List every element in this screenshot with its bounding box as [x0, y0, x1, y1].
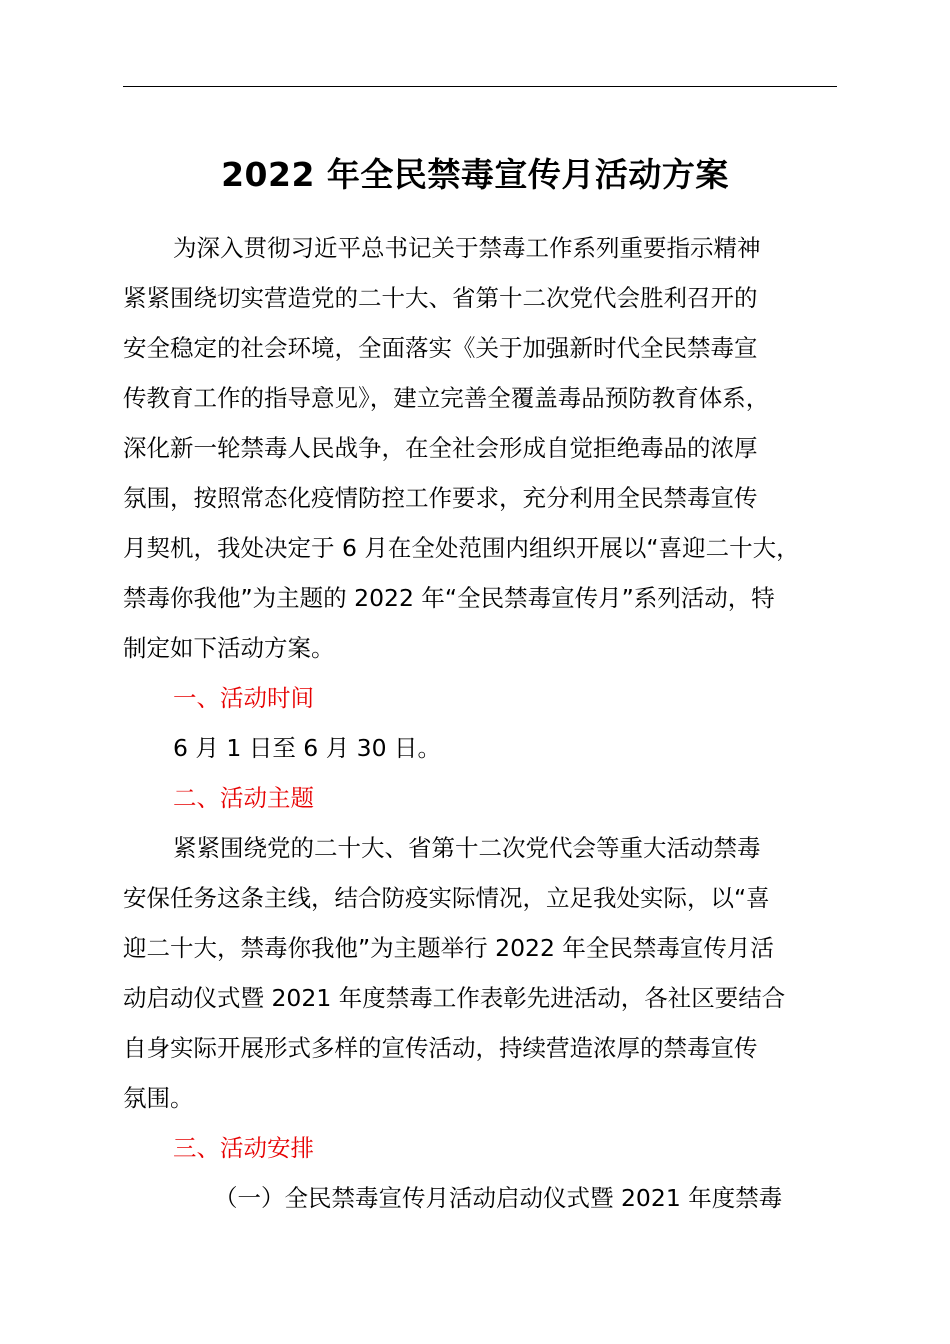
- section1-heading: 一、活动时间: [173, 684, 314, 712]
- section2-heading: 二、活动主题: [173, 784, 314, 812]
- intro-line-9: 制定如下活动方案。: [123, 634, 335, 662]
- intro-line-1: 为深入贯彻习近平总书记关于禁毒工作系列重要指示精神: [173, 234, 761, 262]
- section3-heading: 三、活动安排: [173, 1134, 314, 1162]
- section2-line-3: 迎二十大，禁毒你我他”为主题举行 2022 年全民禁毒宣传月活: [123, 934, 774, 962]
- section2-line-5: 自身实际开展形式多样的宣传活动，持续营造浓厚的禁毒宣传: [123, 1034, 758, 1062]
- intro-line-2: 紧紧围绕切实营造党的二十大、省第十二次党代会胜利召开的: [123, 284, 758, 312]
- section2-line-4: 动启动仪式暨 2021 年度禁毒工作表彰先进活动，各社区要结合: [123, 984, 786, 1012]
- section2-line-1: 紧紧围绕党的二十大、省第十二次党代会等重大活动禁毒: [173, 834, 761, 862]
- section2-line-6: 氛围。: [123, 1084, 194, 1112]
- intro-line-6: 氛围，按照常态化疫情防控工作要求，充分利用全民禁毒宣传: [123, 484, 758, 512]
- section3-sub1: （一）全民禁毒宣传月活动启动仪式暨 2021 年度禁毒: [214, 1184, 783, 1212]
- intro-line-7: 月契机，我处决定于 6 月在全处范围内组织开展以“喜迎二十大，: [123, 534, 800, 562]
- header-rule: [123, 86, 837, 87]
- intro-line-8: 禁毒你我他”为主题的 2022 年“全民禁毒宣传月”系列活动，特: [123, 584, 775, 612]
- intro-line-4: 传教育工作的指导意见》，建立完善全覆盖毒品预防教育体系，: [123, 384, 770, 412]
- document-title: 2022 年全民禁毒宣传月活动方案: [221, 155, 729, 194]
- section1-text: 6 月 1 日至 6 月 30 日。: [173, 734, 442, 762]
- intro-line-3: 安全稳定的社会环境，全面落实《关于加强新时代全民禁毒宣: [123, 334, 758, 362]
- section2-line-2: 安保任务这条主线，结合防疫实际情况，立足我处实际，以“喜: [123, 884, 770, 912]
- intro-line-5: 深化新一轮禁毒人民战争，在全社会形成自觉拒绝毒品的浓厚: [123, 434, 758, 462]
